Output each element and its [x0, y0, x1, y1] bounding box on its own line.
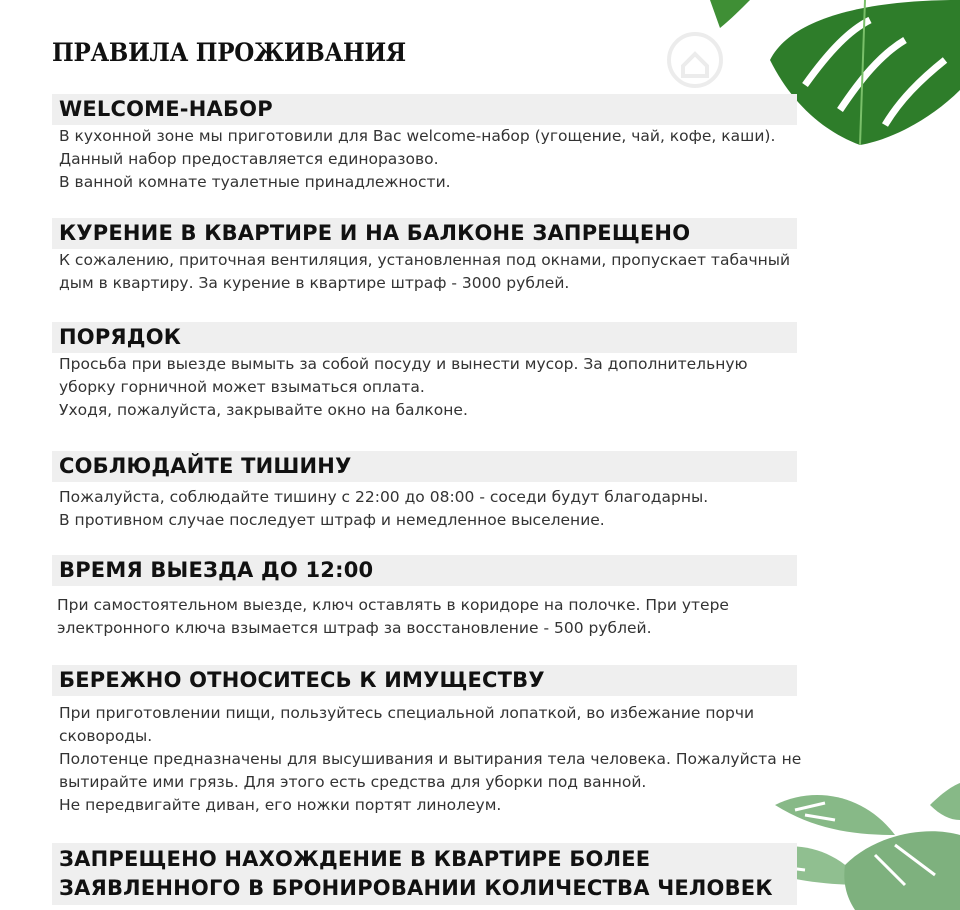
text-line: уборку горничной может взыматься оплата.	[59, 378, 425, 396]
section-text	[52, 249, 797, 295]
text-line: Просьба при выезде вымыть за собой посуду и вынести мусор. За дополнительную	[59, 355, 748, 373]
section-welcome	[52, 94, 797, 194]
section-order	[52, 322, 797, 422]
section-text	[52, 125, 797, 194]
text-line: Полотенце предназначены для высушивания и вытирания тела человека. Пожалуйста не	[59, 750, 802, 768]
heading-line: ЗАПРЕЩЕНО НАХОЖДЕНИЕ В КВАРТИРЕ БОЛЕЕ	[59, 847, 651, 871]
section-text	[52, 586, 797, 640]
text-line: В ванной комнате туалетные принадлежности.	[59, 173, 451, 191]
section-text	[52, 353, 797, 422]
section-smoking	[52, 218, 797, 295]
section-quiet	[52, 451, 797, 532]
text-line: Данный набор предоставляется единоразово.	[59, 150, 439, 168]
section-heading: WELCOME-НАБОР	[52, 94, 797, 125]
section-heading: СОБЛЮДАЙТЕ ТИШИНУ	[52, 451, 797, 482]
section-occupancy	[52, 843, 797, 905]
section-checkout	[52, 555, 797, 640]
text-line: Пожалуйста, соблюдайте тишину с 22:00 до 08:00 - соседи будут благодарны.	[59, 488, 709, 506]
text-line: К сожалению, приточная вентиляция, установленная под окнами, пропускает табачный	[59, 251, 791, 269]
section-heading: БЕРЕЖНО ОТНОСИТЕСЬ К ИМУЩЕСТВУ	[52, 665, 797, 696]
section-heading: ПОРЯДОК	[52, 322, 797, 353]
text-line: В противном случае последует штраф и немедленное выселение.	[59, 511, 605, 529]
text-line: Не передвигайте диван, его ножки портят линолеум.	[59, 796, 502, 814]
text-line: электронного ключа взымается штраф за восстановление - 500 рублей.	[57, 619, 652, 637]
section-heading	[52, 843, 797, 905]
section-property	[52, 665, 802, 817]
section-heading: ВРЕМЯ ВЫЕЗДА ДО 12:00	[52, 555, 797, 586]
page-title: ПРАВИЛА ПРОЖИВАНИЯ	[52, 38, 406, 67]
heading-line: ЗАЯВЛЕННОГО В БРОНИРОВАНИИ КОЛИЧЕСТВА ЧЕЛОВЕК	[59, 876, 773, 900]
text-line: Уходя, пожалуйста, закрывайте окно на балконе.	[59, 401, 468, 419]
text-line: сковороды.	[59, 727, 153, 745]
text-line: При самостоятельном выезде, ключ оставлять в коридоре на полочке. При утере	[57, 596, 729, 614]
text-line: дым в квартиру. За курение в квартире штраф - 3000 рублей.	[59, 274, 570, 292]
text-line: При приготовлении пищи, пользуйтесь специальной лопаткой, во избежание порчи	[59, 704, 755, 722]
text-line: В кухонной зоне мы приготовили для Вас welcome-набор (угощение, чай, кофе, каши).	[59, 127, 776, 145]
text-line: вытирайте ими грязь. Для этого есть средства для уборки под ванной.	[59, 773, 647, 791]
section-text	[52, 696, 802, 817]
section-text	[52, 482, 797, 532]
section-heading: КУРЕНИЕ В КВАРТИРЕ И НА БАЛКОНЕ ЗАПРЕЩЕНО	[52, 218, 797, 249]
